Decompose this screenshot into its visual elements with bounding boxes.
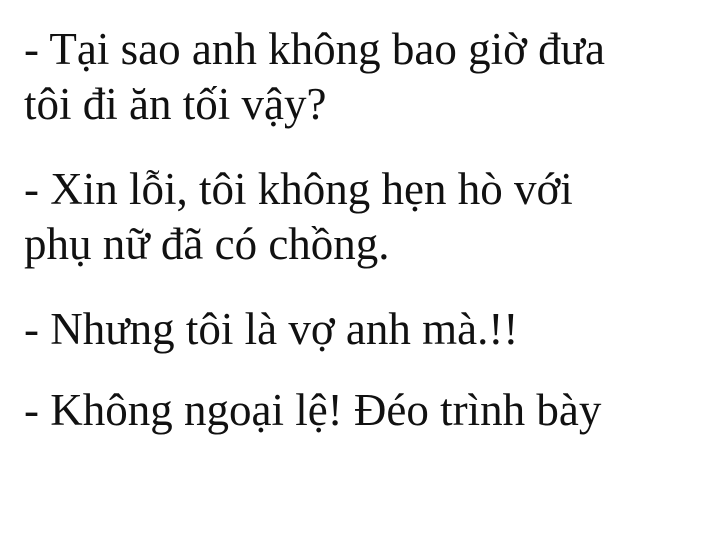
dialogue-line-3: - Xin lỗi, tôi không hẹn hò với	[24, 164, 573, 214]
dialogue-line-2: tôi đi ăn tối vậy?	[24, 79, 327, 129]
dialogue-line-5: - Nhưng tôi là vợ anh mà.!!	[24, 304, 519, 354]
dialogue-line-4: phụ nữ đã có chồng.	[24, 219, 390, 269]
paragraph-gap	[24, 132, 704, 162]
dialogue-line-6: - Không ngoại lệ! Đéo trình bày	[24, 385, 602, 435]
dialogue-text-block	[24, 22, 704, 438]
paragraph-gap	[24, 272, 704, 302]
dialogue-line-1: - Tại sao anh không bao giờ đưa	[24, 24, 605, 74]
paragraph-gap	[24, 357, 704, 383]
